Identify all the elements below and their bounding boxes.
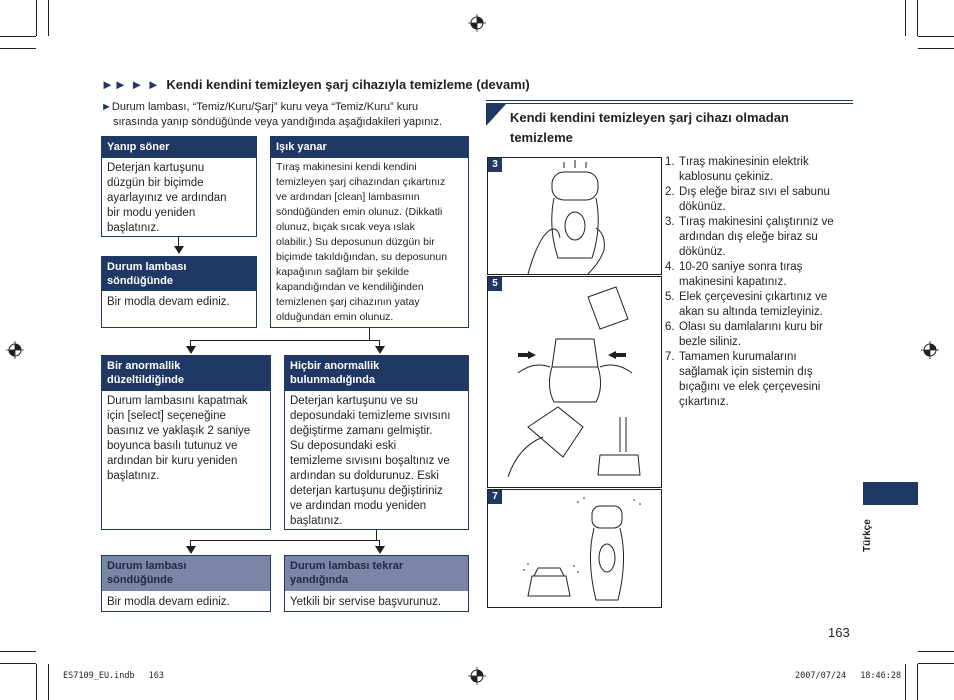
connector-arrow bbox=[186, 546, 196, 554]
connector-arrow bbox=[375, 546, 385, 554]
page-number: 163 bbox=[828, 625, 850, 640]
registration-mark-top bbox=[468, 14, 486, 32]
language-label: Türkçe bbox=[862, 519, 873, 552]
no-anomaly-header: Hiçbir anormallik bulunmadığında bbox=[285, 356, 468, 391]
intro-paragraph bbox=[101, 100, 442, 130]
list-item: 5. Elek çerçevesini çıkartınız ve akan su altında temizleyiniz. bbox=[665, 291, 828, 318]
lit-box bbox=[270, 136, 469, 328]
section-rule bbox=[486, 100, 853, 101]
figure-7 bbox=[487, 489, 662, 608]
figure-3 bbox=[487, 157, 662, 275]
footer-file: ES7109_EU.indb 163 bbox=[63, 671, 165, 681]
connector-arrow bbox=[174, 246, 184, 254]
list-item: 4. 10-20 saniye sonra tıraş makinesini kapatınız. bbox=[665, 261, 803, 288]
connector-line bbox=[369, 328, 370, 340]
heading-title: Kendi kendini temizleyen şarj cihazıyla temizleme (devamı) bbox=[166, 77, 530, 92]
blinking-box bbox=[101, 136, 257, 237]
connector-line bbox=[190, 340, 380, 341]
connector-line bbox=[376, 530, 377, 540]
frame-removal-illustration bbox=[488, 277, 661, 487]
status-relit-text: Yetkili bir servise başvurunuz. bbox=[290, 596, 442, 608]
section-heading bbox=[101, 77, 530, 92]
list-item: 7. Tamamen kurumalarını sağlamak için sistemin dış bıçağını ve elek çerçevesini çıkartınız. bbox=[665, 351, 821, 408]
figure-7-label: 7 bbox=[488, 490, 502, 504]
section-corner-icon bbox=[486, 104, 506, 126]
status-off-text-1: Bir modla devam ediniz. bbox=[107, 296, 230, 308]
blinking-header: Yanıp söner bbox=[102, 137, 256, 158]
registration-mark-bottom bbox=[468, 667, 486, 685]
blinking-text: Deterjan kartuşunu düzgün bir biçimde ayarlayınız ve ardından bir modu yeniden başlatınız. bbox=[107, 162, 227, 234]
list-item: 1. Tıraş makinesinin elektrik kablosunu çekiniz. bbox=[665, 156, 809, 183]
status-off-header-2: Durum lambası söndüğünde bbox=[102, 556, 270, 591]
footer-timestamp: 2007/07/24 18:46:28 bbox=[795, 671, 902, 681]
figure-3-label: 3 bbox=[488, 158, 502, 172]
drying-illustration bbox=[488, 490, 661, 607]
anomaly-fixed-text: Durum lambasını kapatmak için [select] seçeneğine basınız ve yaklaşık 2 saniye boyunca basılı tutunuz ve ardından bir kuru yeniden başlatınız. bbox=[107, 395, 251, 482]
status-relit-box bbox=[284, 555, 469, 612]
list-item: 3. Tıraş makinesini çalıştırınız ve ardından dış eleğe biraz su dökünüz. bbox=[665, 216, 834, 258]
no-anomaly-text: Deterjan kartuşunu ve su deposundaki temizleme sıvısını değiştirme zamanı gelmiştir. Su deposundaki eski temizleme sıvısını boşaltınız ve ardından su doldurunuz. Eski deterjan kartuşunu değiştiriniz ve ardından modu yeniden başlatınız. bbox=[290, 395, 451, 527]
status-off-box-2 bbox=[101, 555, 271, 612]
connector-arrow bbox=[375, 346, 385, 354]
registration-mark-left bbox=[6, 341, 24, 359]
anomaly-fixed-box bbox=[101, 355, 271, 530]
status-off-box-1 bbox=[101, 256, 257, 328]
section-subheading: Kendi kendini temizleyen şarj cihazı olmadan temizleme bbox=[510, 110, 789, 145]
intro-line-2: sırasında yanıp söndüğünde veya yandığında aşağıdakileri yapınız. bbox=[113, 116, 443, 128]
status-off-header-1: Durum lambası söndüğünde bbox=[102, 257, 256, 291]
intro-line-1: Durum lambası, “Temiz/Kuru/Şarj” kuru veya “Temiz/Kuru” kuru bbox=[111, 101, 419, 113]
connector-arrow bbox=[186, 346, 196, 354]
anomaly-fixed-header: Bir anormallik düzeltildiğinde bbox=[102, 356, 270, 391]
section-rule bbox=[486, 103, 853, 104]
status-relit-header: Durum lambası tekrar yandığında bbox=[285, 556, 468, 591]
heading-arrows: ►► ► ► bbox=[101, 77, 160, 92]
shaver-soap-illustration bbox=[488, 158, 661, 274]
figure-5-label: 5 bbox=[488, 277, 502, 291]
list-item: 2. Dış eleğe biraz sıvı el sabunu dökünüz. bbox=[665, 186, 830, 213]
registration-mark-right bbox=[921, 341, 939, 359]
list-item: 6. Olası su damlalarını kuru bir bezle siliniz. bbox=[665, 321, 823, 348]
figure-5 bbox=[487, 276, 662, 488]
lit-header: Işık yanar bbox=[271, 137, 468, 158]
intro-marker: ► bbox=[101, 101, 112, 113]
no-anomaly-box bbox=[284, 355, 469, 530]
status-off-text-2: Bir modla devam ediniz. bbox=[107, 596, 230, 608]
steps-list bbox=[665, 155, 855, 410]
lit-text: Tıraş makinesini kendi kendini temizleyen şarj cihazından çıkartınız ve ardından [clean] lambasının söndüğünden emin olunuz. (Dikkatli olunuz, bıçak sıcak veya ıslak olabilir.) Su deposunun düzgün bir biçimde takıldığından, su deposunun kapağının sağlam bir şekilde kapandığından ve kendiliğinden temizlenen şarj cihazının yatay olduğundan emin olunuz. bbox=[276, 161, 448, 323]
connector-line bbox=[190, 540, 380, 541]
